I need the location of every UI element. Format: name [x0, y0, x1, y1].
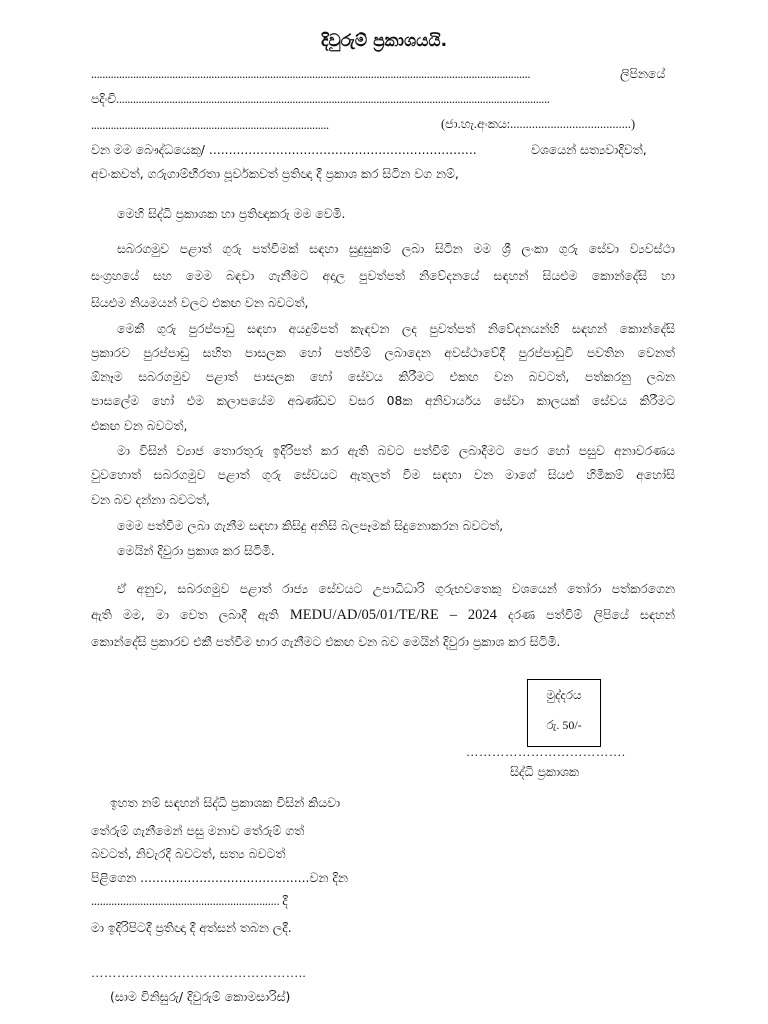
document-title: දිවුරුම් ප්‍රකාශයයි.: [320, 31, 448, 51]
paragraph-3-line-2: ප්‍රකාරව පුරප්පාඩු සහිත පාසලක හෝ පත්වීම් ලබාදෙන අවස්ථාවේදී පුරප්පාඩුවී පවතින වෙනත්: [91, 345, 675, 360]
paragraph-6: මෙයින් දිවුරා ප්‍රකාශ කර සිටිමි.: [117, 543, 275, 558]
religion-line: වන මම බෞද්ධයෙකු/ ....................................................................: [91, 142, 477, 157]
paragraph-7-line-2-end: දරණ පත්වීම් ලිපියේ සඳහන්: [496, 607, 675, 622]
jurat-line-3: බවටත්, නිවැරදි බවටත්, සත්‍ය බවටත්: [91, 846, 286, 861]
paragraph-3-line-3: ඕනෑම සබරගමුව පළාත් පාසලක හෝ සේවය කිරීමට එකඟ වන බවටත්, පත්කරනු ලබන: [91, 369, 675, 384]
declarant-statement: මෙහි සිද්ධි ප්‍රකාශක හා ප්‍රතිඥාකරු මම වෙමි.: [117, 206, 346, 221]
declarant-signature-label: සිද්ධි ප්‍රකාශක: [510, 764, 579, 779]
paragraph-7-line-2-start: ඇති මම, මා වෙත ලබාදී ඇති: [91, 607, 290, 622]
jurat-line-1: ඉහත නම් සඳහන් සිද්ධි ප්‍රකාශක විසින් කියවා: [110, 795, 341, 810]
paragraph-2-line-1: සබරගමුව පළාත් ගුරු පත්වීමක් සඳහා සුදුසුකම් ලබා සිටින මම ශ්‍රී ලංකා ගුරු සේවා ව්‍යවස්ථා: [117, 241, 675, 256]
jurat-line-6: මා ඉදිරිපිටදී ප්‍රතිඥා දී අත්සන් තබන ලදී.: [91, 920, 292, 935]
paragraph-4-line-2: වුවහොත් සබරගමුව පළාත් ගුරු සේවයට ඇතුලත් වීම සඳහා වන මාගේ සියළු හිමිකම් අහෝසි: [91, 467, 675, 482]
address-dotted-line: .............................................................................................................................................................: [91, 67, 531, 81]
paragraph-3-line-4: පාසලේම හෝ එම කලාපයේම අඛණ්ඩව වසර 08ක අනිවාර්යය සේවා කාලයක් සේවය කිරීමට: [91, 393, 675, 408]
stamp-box: [527, 679, 601, 747]
paragraph-7-line-1: ඒ අනුව, සබරගමුව පළාත් රාජ්‍ය සේවයට උපාධිධාරි ගුරුභවතෙකු වශයෙන් තෝරා පත්කරගෙන: [117, 581, 675, 596]
name-dotted-line: .....................................................................................: [91, 118, 329, 132]
stamp-amount: රු. 50/-: [546, 718, 582, 732]
stamp-label: මුද්දරය: [546, 688, 582, 702]
commissioner-signature-label: (සාම විනිසුරු/ දිවුරුම් කොමසාරිස්): [110, 989, 291, 1004]
jurat-line-2: තේරුම් ගැනීමෙන් පසු මනාව තේරුම් ගත්: [91, 823, 305, 838]
jurat-line-4: පිළිගෙන ...........................................වන දින: [91, 870, 348, 885]
solemnly-line: අවංකවත්, ගරුගාම්භීරතා පූර්වකවත් ප්‍රතිඥා දී ප්‍රකාශ කර සිටින වග නම්,: [91, 166, 459, 181]
residence-line: පදිංචි...........................................................................................................................................................: [91, 92, 550, 106]
appointment-reference: MEDU/AD/05/01/TE/RE – 2024: [289, 607, 497, 623]
paragraph-2-line-2: සංග්‍රහයේ සහ මෙම බඳවා ගැනීමට අදාල පුවත්පත් නිවේදනයේ සඳහන් සියළුම කොන්දේසි හා: [91, 268, 675, 283]
commissioner-signature-line: …………………………………………..: [91, 966, 307, 980]
truthfully-text: වශයෙන් සත්‍යවාදිවත්,: [531, 142, 647, 157]
paragraph-2-line-3: සියළුම නියමයන් වලට එකඟ වන බවටත්,: [91, 295, 309, 310]
paragraph-3-line-5: එකඟ වන බවටත්,: [91, 418, 188, 433]
paragraph-5: මෙම පත්වීම ලබා ගැනීම සඳහා කිසිදු අනිසි බලපෑමක් සිදුනොකරන බවටත්,: [117, 518, 504, 533]
nic-field: (ජා.හැ.අංකය:.......................................): [441, 117, 636, 131]
address-label: ලිපිනයේ: [620, 66, 666, 81]
paragraph-4-line-3: වන බව දන්නා බවටත්,: [91, 492, 210, 507]
declarant-signature-line: ……………………………….: [466, 745, 626, 759]
paragraph-4-line-1: මා විසින් ව්‍යාජ තොරතුරු ඉදිරිපත් කර ඇති බවට පත්වීම් ලබාදීමට පෙර හෝ පසුව අනාවරණය: [117, 443, 675, 458]
paragraph-7-line-2: [91, 607, 675, 623]
paragraph-3-line-1: මෙකී ගුරු පුරප්පාඩු සඳහා අයදුම්පත් කැඳවන ලද පුවත්පත් නිවේදනයන්හි සඳහන් කොන්දේසි: [117, 321, 675, 336]
paragraph-7-line-3: කොන්දේසි ප්‍රකාරව එකී පත්වීම භාර ගැනීමට එකඟ වන බව මෙයින් දිවුරා ප්‍රකාශ කර සිටිමි.: [91, 634, 561, 649]
jurat-line-5: ................................................................. දී: [91, 894, 288, 908]
